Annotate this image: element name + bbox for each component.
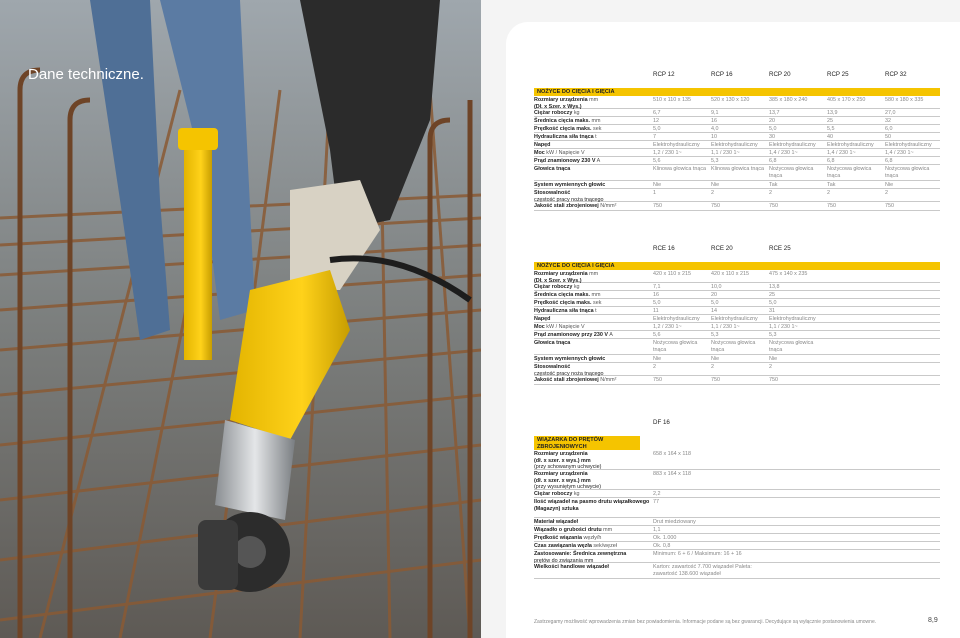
cell-value: 27,0 xyxy=(885,110,896,116)
cell-value: Elektrohydrauliczny xyxy=(769,142,816,148)
row-label xyxy=(534,300,658,307)
table-row xyxy=(534,117,940,125)
cell-value: 6,7 xyxy=(653,110,661,116)
cell-value: 420 x 110 x 215 xyxy=(711,271,749,277)
row-label-text: Ciężar roboczy xyxy=(534,110,573,116)
cell-value: 6,0 xyxy=(885,126,893,132)
cell-value: 5,5 xyxy=(827,126,835,132)
cell-value: 1,1 / 230 1~ xyxy=(711,150,740,156)
row-label xyxy=(534,118,658,125)
row-unit: N/mm² xyxy=(600,203,617,209)
row-unit: mm xyxy=(603,527,613,533)
row-label xyxy=(534,166,658,173)
model-header: RCE 20 xyxy=(711,245,733,252)
row-label xyxy=(534,292,658,299)
cell-value: 750 xyxy=(653,203,662,209)
row-label-text: Wiązadło o grubości drutu xyxy=(534,527,602,533)
cell-value: Nie xyxy=(653,182,662,188)
cell-value: 7 xyxy=(653,134,656,140)
row-label-text: Rozmiary urządzenia xyxy=(534,471,588,477)
model-header: RCP 20 xyxy=(769,71,791,78)
row-label-text: Rozmiary urządzenia xyxy=(534,97,588,103)
spec-table-rce xyxy=(534,262,940,385)
cell-value: 11 xyxy=(653,308,659,314)
table-row xyxy=(534,355,940,363)
cell-value: 13,7 xyxy=(769,110,780,116)
row-unit: A xyxy=(596,158,601,164)
row-label-text: Głowica tnąca xyxy=(534,166,571,172)
cell-value: 16 xyxy=(653,292,659,298)
row-unit: mm xyxy=(591,292,601,298)
section-title: NOŻYCE DO CIĘCIA I GIĘCIA xyxy=(534,88,940,96)
cell-value: 16 xyxy=(711,118,717,124)
cell-value: 5,0 xyxy=(769,126,777,132)
row-label xyxy=(534,356,658,363)
row-label xyxy=(534,134,658,141)
table-row xyxy=(534,141,940,149)
row-label xyxy=(534,284,658,291)
row-label-text: Zastosowanie: Średnica zewnętrzna xyxy=(534,551,627,557)
row-label-text: Moc xyxy=(534,324,545,330)
cell-value: 750 xyxy=(653,377,662,383)
table-row xyxy=(534,165,940,181)
cell-value: Nie xyxy=(711,182,720,188)
cell-value: 6,8 xyxy=(885,158,893,164)
table-row xyxy=(534,96,940,109)
cell-value: 883 x 164 x 118 xyxy=(653,471,691,477)
table-row xyxy=(534,534,940,542)
cell-value: 2 xyxy=(711,190,714,196)
row-label xyxy=(534,527,658,534)
cell-value: Ok. 1.000 xyxy=(653,535,677,541)
row-label xyxy=(534,499,658,512)
row-label-line: częstość pracy noża tnącego xyxy=(534,370,604,377)
cell-value: 7,1 xyxy=(653,284,661,290)
cell-value: Nie xyxy=(653,356,662,362)
cell-value: Ok. 0,8 xyxy=(653,543,671,549)
row-label-text: Jakość stali zbrojeniowej xyxy=(534,377,599,383)
row-label-text: Średnica cięcia maks. xyxy=(534,292,591,298)
cell-value: 750 xyxy=(711,203,720,209)
row-label-line: częstość pracy noża tnącego xyxy=(534,196,604,203)
cell-value: 405 x 170 x 250 xyxy=(827,97,866,103)
cell-value: 1 xyxy=(653,190,656,196)
cell-value: 10,0 xyxy=(711,284,722,290)
row-unit: mm xyxy=(591,118,601,124)
row-label-text: Prąd znamionowy 230 V xyxy=(534,158,596,164)
cell-value: 2,2 xyxy=(653,491,661,497)
cell-value: 5,6 xyxy=(653,158,661,164)
table-row xyxy=(534,490,940,498)
cell-value: 5,0 xyxy=(653,300,661,306)
cell-value: 10 xyxy=(711,134,717,140)
table-row xyxy=(534,202,940,211)
row-unit: t xyxy=(595,308,597,314)
row-label-line: (Dł. x Szer. x Wys.) xyxy=(534,277,582,284)
model-header: RCP 25 xyxy=(827,71,849,78)
cell-value: 25 xyxy=(827,118,833,124)
row-label-text: Prędkość cięcia maks. xyxy=(534,300,592,306)
table-row xyxy=(534,299,940,307)
row-label xyxy=(534,150,658,157)
row-unit: kg xyxy=(573,110,580,116)
cell-value: 32 xyxy=(885,118,891,124)
row-label-text: Stosowalność xyxy=(534,190,571,196)
row-label-text: Napęd xyxy=(534,316,551,322)
row-unit: kg xyxy=(573,284,580,290)
spec-table-df xyxy=(534,436,940,579)
table-row xyxy=(534,563,940,579)
page-heading: Dane techniczne. xyxy=(28,66,144,83)
model-header: RCP 12 xyxy=(653,71,675,78)
row-label xyxy=(534,564,658,571)
row-label-line: (przy schowanym uchwycie) xyxy=(534,464,602,471)
cell-value: 6,8 xyxy=(827,158,835,164)
cell-value: Tak xyxy=(769,182,778,188)
row-label xyxy=(534,126,658,133)
cell-value: 14 xyxy=(711,308,717,314)
row-label xyxy=(534,110,658,117)
cell-value: 1,2 / 230 1~ xyxy=(653,150,682,156)
model-header: RCP 32 xyxy=(885,71,907,78)
cell-value: Elektrohydrauliczny xyxy=(653,316,700,322)
cell-value: 25 xyxy=(769,292,775,298)
table-row xyxy=(534,283,940,291)
cell-value: 1,2 / 230 1~ xyxy=(653,324,682,330)
cell-value: Elektrohydrauliczny xyxy=(769,316,816,322)
cell-value: 1,4 / 230 1~ xyxy=(885,150,914,156)
row-unit: mm xyxy=(589,97,599,103)
cell-value: 658 x 164 x 118 xyxy=(653,451,691,457)
row-label-text: Średnica cięcia maks. xyxy=(534,118,591,124)
cell-value: 9,1 xyxy=(711,110,719,116)
row-label xyxy=(534,377,658,384)
row-label-line: (dł. x szer. x wys.) mm xyxy=(534,457,591,464)
row-label-line: (dł. x szer. x wys.) mm xyxy=(534,477,591,484)
cell-value: Minimum: 6 + 6 / Maksimum: 16 + 16 xyxy=(653,551,742,557)
cell-value: 2 xyxy=(653,364,656,370)
row-label-text: Czas zawiązania węzła xyxy=(534,543,592,549)
row-label xyxy=(534,324,658,331)
table-row xyxy=(534,339,940,355)
cell-value: 13,8 xyxy=(769,284,780,290)
cell-value: 30 xyxy=(769,134,775,140)
cell-value: 13,9 xyxy=(827,110,838,116)
cell-value: 1,4 / 230 1~ xyxy=(827,150,856,156)
cell-value: 5,3 xyxy=(769,332,777,338)
table-row xyxy=(534,323,940,331)
cell-value: 520 x 130 x 120 xyxy=(711,97,750,103)
row-unit: N/mm² xyxy=(600,377,617,383)
table-row xyxy=(534,125,940,133)
table-row xyxy=(534,157,940,165)
row-unit: A xyxy=(609,332,613,338)
cell-value: 31 xyxy=(769,308,775,314)
cell-value: Nożycowa głowica tnąca xyxy=(711,340,756,353)
cell-value: 50 xyxy=(885,134,891,140)
cell-value: 580 x 180 x 335 xyxy=(885,97,924,103)
cell-value: Nożycowa głowica tnąca xyxy=(769,166,814,179)
cell-value: 750 xyxy=(827,203,836,209)
row-label-line: prętów do związania mm xyxy=(534,557,594,564)
model-header: RCE 25 xyxy=(769,245,791,252)
row-label xyxy=(534,535,658,542)
row-label-text: Rozmiary urządzenia xyxy=(534,451,588,457)
row-label-line: (Dł. x Szer. x Wys.) xyxy=(534,103,582,110)
table-row xyxy=(534,133,940,141)
cell-value: Elektrohydrauliczny xyxy=(827,142,874,148)
cell-value: 1,1 / 230 1~ xyxy=(711,324,740,330)
row-unit: kW / Napięcie V xyxy=(546,324,585,330)
row-label xyxy=(534,182,658,189)
table-row xyxy=(534,189,940,202)
spec-table-rcp xyxy=(534,88,940,211)
row-unit: węzły/h xyxy=(583,535,602,541)
row-label xyxy=(534,451,658,471)
cell-value: 20 xyxy=(769,118,775,124)
cell-value: Elektrohydrauliczny xyxy=(885,142,932,148)
row-label xyxy=(534,340,658,347)
cell-value: 750 xyxy=(769,203,778,209)
table-row xyxy=(534,518,940,526)
cell-value: 77 xyxy=(653,499,659,505)
cell-value: 5,0 xyxy=(711,300,719,306)
table-row xyxy=(534,315,940,323)
row-label-text: Stosowalność xyxy=(534,364,571,370)
cell-value: 385 x 180 x 240 xyxy=(769,97,808,103)
table-row xyxy=(534,270,940,283)
row-label xyxy=(534,142,658,149)
row-label-text: Hydrauliczna siła tnąca xyxy=(534,308,594,314)
row-label xyxy=(534,316,658,323)
row-label-text: Głowica tnąca xyxy=(534,340,571,346)
cell-value: Elektrohydrauliczny xyxy=(653,142,700,148)
row-label xyxy=(534,471,658,491)
cell-value: 750 xyxy=(769,377,778,383)
cell-value: 750 xyxy=(885,203,894,209)
row-unit: kW / Napięcie V xyxy=(546,150,585,156)
model-header: RCE 16 xyxy=(653,245,675,252)
row-label xyxy=(534,332,658,339)
row-label-text: Materiał wiązadeł xyxy=(534,519,579,525)
cell-value: 1,1 xyxy=(653,527,661,533)
row-label xyxy=(534,158,658,165)
row-unit: t xyxy=(595,134,597,140)
table-row xyxy=(534,526,940,534)
cell-value: 12 xyxy=(653,118,659,124)
row-label-text: Prąd znamionowy przy 230 V xyxy=(534,332,608,338)
table-row xyxy=(534,542,940,550)
cell-value: Karton: zawartość 7.700 wiązadeł Paleta: zawartość 138.600 wiązadeł xyxy=(653,564,752,577)
row-label-text: Napęd xyxy=(534,142,551,148)
cell-value: 1,4 / 230 1~ xyxy=(769,150,798,156)
cell-value: 5,0 xyxy=(769,300,777,306)
row-label-text: Ciężar roboczy xyxy=(534,284,573,290)
row-label-text: Ciężar roboczy xyxy=(534,491,573,497)
cell-value: 5,6 xyxy=(653,332,661,338)
cell-value: 40 xyxy=(827,134,833,140)
cell-value: 2 xyxy=(885,190,888,196)
table-row xyxy=(534,331,940,339)
model-header: DF 16 xyxy=(653,419,670,426)
cell-value: 2 xyxy=(711,364,714,370)
cell-value: Nie xyxy=(769,356,778,362)
model-header: RCP 16 xyxy=(711,71,733,78)
table-row xyxy=(534,149,940,157)
row-label-text: Wielkości handlowe wiązadeł xyxy=(534,564,609,570)
table-row xyxy=(534,376,940,385)
cell-value: Nie xyxy=(711,356,720,362)
row-unit: sek/węzeł xyxy=(593,543,617,549)
table-row xyxy=(534,181,940,189)
row-unit: sek xyxy=(593,300,602,306)
cell-value: 475 x 140 x 235 xyxy=(769,271,808,277)
cell-value: 6,8 xyxy=(769,158,777,164)
row-label-line: (przy wysuniętym uchwycie) xyxy=(534,484,602,491)
row-label xyxy=(534,543,658,550)
section-title: WIĄZARKA DO PRĘTÓW ZBROJENIOWYCH xyxy=(534,436,640,450)
row-label xyxy=(534,519,658,526)
cell-value: 420 x 110 x 215 xyxy=(653,271,691,277)
footnote: Zastrzegamy możliwość wprowadzenia zmian bez powiadomienia. Informacje podane są bez gwarancji. Decydujące są wyłącznie postanowienia umowne. xyxy=(534,619,877,625)
cell-value: 2 xyxy=(769,190,772,196)
row-label-text: System wymiennych głowic xyxy=(534,356,606,362)
cell-value: 5,0 xyxy=(653,126,661,132)
row-unit: mm xyxy=(589,271,599,277)
cell-value: Klinowa głowica tnąca xyxy=(653,166,707,172)
table-row xyxy=(534,291,940,299)
table-row xyxy=(534,550,940,563)
row-label-line: (Magazyn) sztuka xyxy=(534,505,579,512)
row-label-text: Moc xyxy=(534,150,545,156)
cell-value: Drut miedziowany xyxy=(653,519,696,525)
cell-value: Nożycowa głowica tnąca xyxy=(885,166,930,179)
table-row xyxy=(534,470,940,490)
table-row xyxy=(534,363,940,376)
cell-value: Nożycowa głowica tnąca xyxy=(769,340,814,353)
table-row xyxy=(534,109,940,117)
table-row xyxy=(534,450,940,470)
cell-value: Nie xyxy=(885,182,894,188)
row-label xyxy=(534,491,658,498)
row-label-text: Rozmiary urządzenia xyxy=(534,271,588,277)
cell-value: 1,1 / 230 1~ xyxy=(769,324,798,330)
table-row xyxy=(534,498,940,518)
row-unit: kg xyxy=(573,491,580,497)
cell-value: 5,3 xyxy=(711,332,719,338)
section-title: NOŻYCE DO CIĘCIA I GIĘCIA xyxy=(534,262,940,270)
cell-value: 2 xyxy=(769,364,772,370)
cell-value: Nożycowa głowica tnąca xyxy=(653,340,698,353)
cell-value: Tak xyxy=(827,182,836,188)
row-label-text: Jakość stali zbrojeniowej xyxy=(534,203,599,209)
row-unit: sek xyxy=(593,126,602,132)
row-label xyxy=(534,203,658,210)
row-label xyxy=(534,308,658,315)
cell-value: 510 x 110 x 135 xyxy=(653,97,691,103)
row-label-text: System wymiennych głowic xyxy=(534,182,606,188)
cell-value: 4,0 xyxy=(711,126,719,132)
row-label-text: Prędkość cięcia maks. xyxy=(534,126,592,132)
page-number: 8,9 xyxy=(928,617,938,624)
cell-value: Elektrohydrauliczny xyxy=(711,316,758,322)
cell-value: Nożycowa głowica tnąca xyxy=(827,166,872,179)
cell-value: 5,3 xyxy=(711,158,719,164)
cell-value: 2 xyxy=(827,190,830,196)
row-label-text: Ilość wiązadeł na pasmo drutu wiązałkowego xyxy=(534,499,650,505)
cell-value: Elektrohydrauliczny xyxy=(711,142,758,148)
cell-value: 20 xyxy=(711,292,717,298)
row-label-text: Prędkość wiązania xyxy=(534,535,582,541)
row-label-text: Hydrauliczna siła tnąca xyxy=(534,134,594,140)
cell-value: Klinowa głowica tnąca xyxy=(711,166,765,172)
table-row xyxy=(534,307,940,315)
cell-value: 750 xyxy=(711,377,720,383)
